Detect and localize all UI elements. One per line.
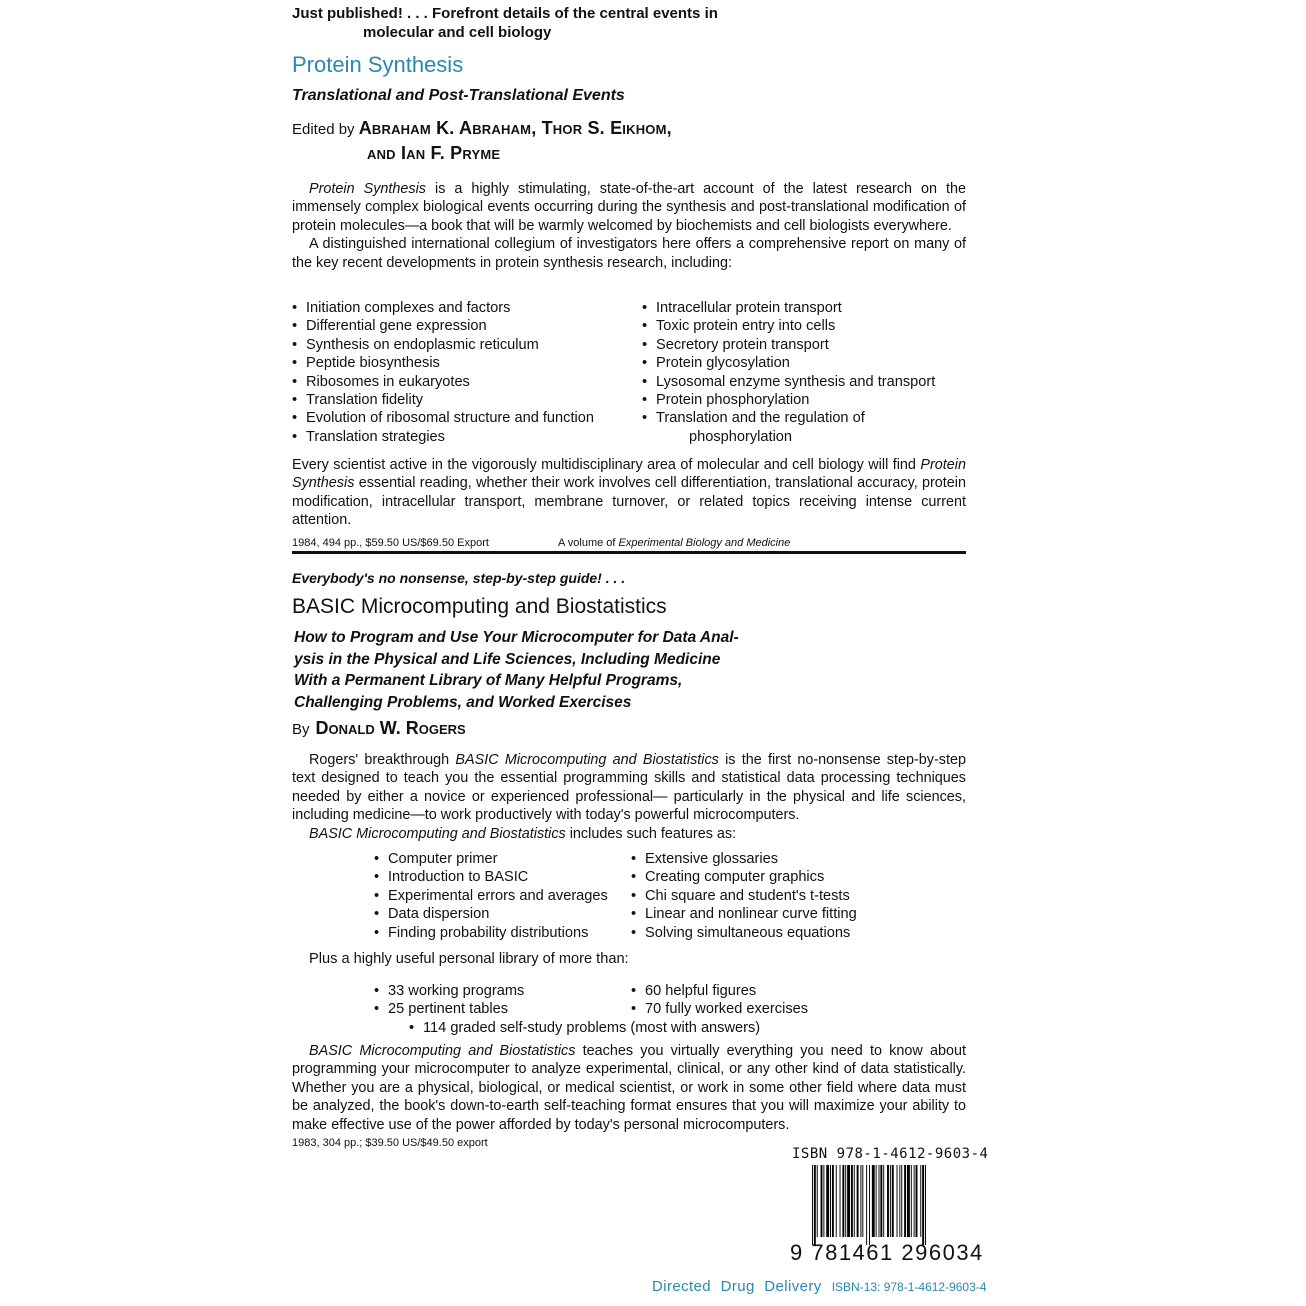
barcode-bar [922, 1165, 924, 1245]
book2-author-line [292, 718, 466, 739]
subtitle-line: ysis in the Physical and Life Sciences, Including Medicine [294, 650, 721, 668]
book2-para2-title: BASIC Microcomputing and Biostatistics [309, 825, 566, 842]
barcode-bar [851, 1165, 853, 1237]
book2-features-left [374, 850, 608, 942]
barcode-bar [887, 1165, 889, 1237]
book2-para2 [292, 825, 966, 843]
subtitle-line: How to Program and Use Your Microcomputer for Data Anal- [294, 629, 739, 646]
book1-series [558, 537, 790, 549]
book2-pub-info: 1983, 304 pp.; $39.50 US/$49.50 export [292, 1137, 488, 1149]
barcode-bar [925, 1165, 926, 1245]
subtitle-line: With a Permanent Library of Many Helpful Programs, [294, 672, 683, 689]
book2-subtitle [294, 627, 814, 713]
list-item: • 25 pertinent tables [374, 1000, 524, 1018]
series-name: Experimental Biology and Medicine [618, 537, 791, 549]
list-item: • Lysosomal enzyme synthesis and transport [642, 373, 935, 391]
book1-tagline-line1: Just published! . . . Forefront details of the central events in [292, 5, 718, 22]
barcode-bar [897, 1165, 898, 1237]
book1-description [292, 180, 966, 272]
barcode-bar [842, 1165, 844, 1237]
barcode-bar [883, 1165, 884, 1237]
barcode-bar [845, 1165, 846, 1237]
list-item: • 114 graded self-study problems (most with answers) [409, 1019, 760, 1037]
barcode-bar [836, 1165, 837, 1237]
list-item: • Experimental errors and averages [374, 887, 608, 905]
editors-line2: and Ian F. Pryme [367, 143, 501, 163]
barcode-bar [812, 1165, 813, 1245]
book1-topics-left [292, 299, 594, 446]
barcode-bar [860, 1165, 861, 1237]
book2-para1 [292, 751, 966, 825]
list-item: • Peptide biosynthesis [292, 354, 594, 372]
edited-by-label: Edited by [292, 121, 355, 138]
list-item: • Evolution of ribosomal structure and function [292, 409, 594, 427]
book2-features-right [631, 850, 857, 942]
list-item: • Chi square and student's t-tests [631, 887, 857, 905]
book1-tagline-line2: molecular and cell biology [363, 24, 552, 41]
book2-library-center [409, 1019, 760, 1037]
book1-closing [292, 456, 966, 530]
book1-editors [292, 118, 672, 164]
barcode-bar [901, 1165, 902, 1237]
editors-line1: Abraham K. Abraham, Thor S. Eikhom, [358, 118, 672, 138]
book2-library-left [374, 982, 524, 1019]
list-item: • Creating computer graphics [631, 868, 857, 886]
list-item: • Extensive glossaries [631, 850, 857, 868]
barcode-bar [899, 1165, 900, 1237]
book1-para1-text: is a highly stimulating, state-of-the-art account of the latest research on the immensely complex biological events occurring during the synthesis and post-translational modification of protein molecules—a book that will be warmly welcomed by biochemists and cell biologists everywhere. [292, 181, 967, 234]
barcode-bar [911, 1165, 912, 1237]
book2-description [292, 751, 966, 843]
list-item: • Translation fidelity [292, 391, 594, 409]
list-item: • 60 helpful figures [631, 982, 808, 1000]
footer [652, 1278, 986, 1295]
book1-title: Protein Synthesis [292, 52, 464, 77]
list-item: • Intracellular protein transport [642, 299, 935, 317]
list-item: • 70 fully worked exercises [631, 1000, 808, 1018]
list-item: • Translation strategies [292, 428, 594, 446]
list-item: • Ribosomes in eukaryotes [292, 373, 594, 391]
barcode-bar [869, 1165, 870, 1245]
book2-tagline: Everybody's no nonsense, step-by-step guide! . . . [292, 570, 626, 586]
by-label: By [292, 721, 310, 738]
barcode-digits: 9 781461 296034 [790, 1240, 984, 1265]
isbn-barcode [810, 1165, 988, 1245]
barcode-bar [920, 1165, 921, 1237]
barcode-bar [866, 1165, 867, 1245]
list-item: • Protein glycosylation [642, 354, 935, 372]
list-item: • Computer primer [374, 850, 608, 868]
book2-library-right [631, 982, 808, 1019]
book1-para2: A distinguished international collegium of investigators here offers a comprehensive report on many of the key recent developments in protein synthesis research, including: [292, 236, 966, 271]
list-item: • Differential gene expression [292, 317, 594, 335]
barcode-bar [862, 1165, 863, 1237]
list-item: • 33 working programs [374, 982, 524, 1000]
barcode-bar [892, 1165, 894, 1237]
barcode-bar [916, 1165, 918, 1237]
barcode-bar [879, 1165, 880, 1237]
book2-para3-rest: teaches you virtually everything you need to know about programming your microcomputer to analyze experimental, clinical, or any other kind of data statistically. Whether you are a physical, biological, or medical scientist, or work in some other field where data must be analyzed, the book's down-to-earth self-teaching format ensures that you will maximize your ability to make effective use of the power afforded by today's personal microcomputers. [292, 1043, 966, 1133]
book2-para1-b: is the first no-nonsense step-by-step text designed to teach you the essential programming skills and statistical data processing techniques needed by either a novice or experienced professional— particularly in the physical and life sciences, including medicine—to work productively with today's powerful microcomputers. [292, 752, 966, 824]
book2-closing [292, 1042, 966, 1134]
subtitle-line: Challenging Problems, and Worked Exercises [294, 693, 632, 711]
list-item-line1: Translation and the regulation of [656, 410, 865, 427]
barcode-bar [857, 1165, 859, 1237]
book2-para2-rest: includes such features as: [565, 825, 737, 842]
barcode-bar [823, 1165, 824, 1237]
series-prefix: A volume of [558, 537, 619, 549]
footer-series: Directed Drug Delivery [652, 1278, 822, 1295]
barcode-bar [907, 1165, 910, 1237]
book2-library-intro: Plus a highly useful personal library of more than: [309, 951, 629, 967]
barcode-bar [904, 1165, 906, 1237]
list-item: • Finding probability distributions [374, 924, 608, 942]
list-item: • Data dispersion [374, 905, 608, 923]
barcode-bar [814, 1165, 816, 1245]
book2-para1-a: Rogers' breakthrough [309, 752, 456, 768]
list-item: • Toxic protein entry into cells [642, 317, 935, 335]
list-item: • Secretory protein transport [642, 336, 935, 354]
barcode-bar [821, 1165, 823, 1237]
barcode-bar [872, 1165, 875, 1237]
isbn-label: ISBN 978-1-4612-9603-4 [792, 1146, 989, 1162]
barcode-bar [876, 1165, 877, 1237]
barcode-bar [817, 1165, 818, 1237]
list-item: • Protein phosphorylation [642, 391, 935, 409]
list-item: • Linear and nonlinear curve fitting [631, 905, 857, 923]
barcode-bar [840, 1165, 841, 1237]
book1-pub-info: 1984, 494 pp., $59.50 US/$69.50 Export [292, 537, 489, 549]
book1-tagline [292, 4, 752, 42]
barcode-bar [880, 1165, 882, 1237]
barcode-bar [914, 1165, 915, 1237]
book2-title: BASIC Microcomputing and Biostatistics [292, 595, 667, 618]
book1-subtitle: Translational and Post-Translational Events [292, 87, 625, 104]
footer-isbn13: ISBN-13: 978-1-4612-9603-4 [831, 1280, 987, 1294]
book1-para3-b: essential reading, whether their work involves cell differentiation, translational accuracy, protein modification, intracellular transport, membrane turnover, or related topics receiving intense current attention. [292, 475, 966, 529]
book1-para1-title: Protein Synthesis [309, 181, 426, 197]
barcode-bar [826, 1165, 829, 1237]
barcode-bar [830, 1165, 831, 1237]
barcode-bar [832, 1165, 834, 1237]
list-item: • Introduction to BASIC [374, 868, 608, 886]
list-item: • Initiation complexes and factors [292, 299, 594, 317]
book1-para3-a: Every scientist active in the vigorously multidisciplinary area of molecular and cell biology will find [292, 457, 921, 473]
book2-author: Donald W. Rogers [315, 718, 466, 738]
section-divider [292, 551, 966, 554]
list-item-line2: phosphorylation [689, 428, 793, 445]
barcode-bar [847, 1165, 850, 1237]
list-item: • Solving simultaneous equations [631, 924, 857, 942]
book1-topics-right [642, 299, 935, 446]
book2-para1-title: BASIC Microcomputing and Biostatistics [455, 752, 719, 768]
book1-para3-title: Protein Synthesis [292, 457, 966, 492]
book1-para3 [292, 456, 966, 530]
book2-para3 [292, 1042, 966, 1134]
barcode-bar [890, 1165, 891, 1237]
barcode-bar [854, 1165, 855, 1237]
book2-para3-title: BASIC Microcomputing and Biostatistics [309, 1043, 576, 1059]
book1-para1 [292, 180, 966, 235]
list-item [642, 409, 935, 446]
list-item: • Synthesis on endoplasmic reticulum [292, 336, 594, 354]
